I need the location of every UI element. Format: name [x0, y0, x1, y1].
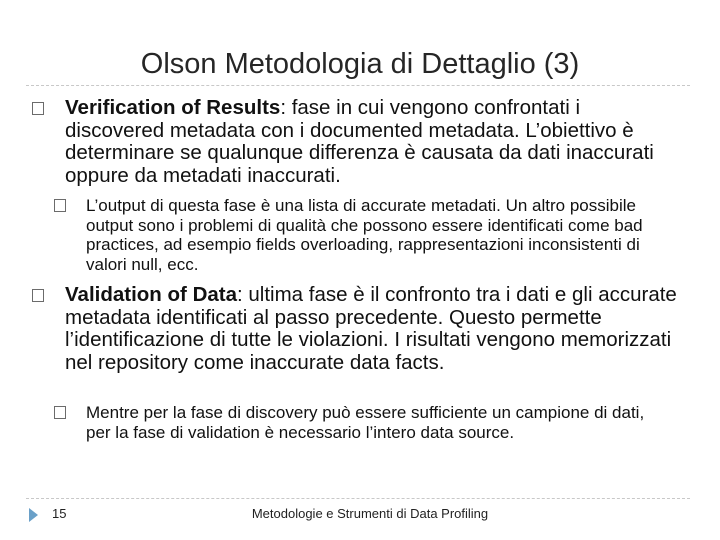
box-bullet-icon	[32, 102, 44, 115]
bullet-text	[44, 284, 684, 374]
subbullet-text: L’output di questa fase è una lista di accurate metadati. Un altro possibile output sono i problemi di qualità che possono essere identificati come bad practices, ad esempio fields overloading, rappresentazioni inconsistenti di valori null, ecc.	[86, 196, 643, 274]
bullet-body: fase in cui vengono confrontati i discovered metadata con i documented metadata. L’obiettivo è determinare se qualunque differenza è causata da dati inaccurati oppure da metadati inaccurati.	[65, 96, 654, 187]
bullet-body: ultima fase è il confronto tra i dati e gli accurate metadata identificati al passo precedente. Questo permette l’identificazione di tutte le violazioni. I risultati vengono memorizzati nel repository come inaccurate data facts.	[65, 283, 677, 374]
bullet-separator: :	[237, 283, 243, 306]
bullet-validation	[44, 284, 684, 374]
subbullet-verification	[66, 196, 666, 274]
slide-title: Olson Metodologia di Dettaglio (3)	[140, 48, 580, 80]
bullet-verification	[44, 97, 684, 187]
bullet-separator: :	[280, 96, 287, 119]
bullet-text	[44, 97, 684, 187]
page-number: 15	[52, 506, 67, 521]
footer-divider	[26, 498, 690, 499]
bullet-label: Verification of Results	[65, 96, 281, 119]
bullet-label: Validation of Data	[65, 283, 237, 306]
box-bullet-icon	[54, 406, 66, 419]
box-bullet-icon	[32, 289, 44, 302]
box-bullet-icon	[54, 199, 66, 212]
footer-text: Metodologie e Strumenti di Data Profiling	[251, 506, 489, 521]
title-divider	[26, 85, 690, 86]
subbullet-validation	[66, 403, 666, 442]
subbullet-text: Mentre per la fase di discovery può essere sufficiente un campione di dati, per la fase di validation è necessario l’intero data source.	[86, 403, 645, 442]
